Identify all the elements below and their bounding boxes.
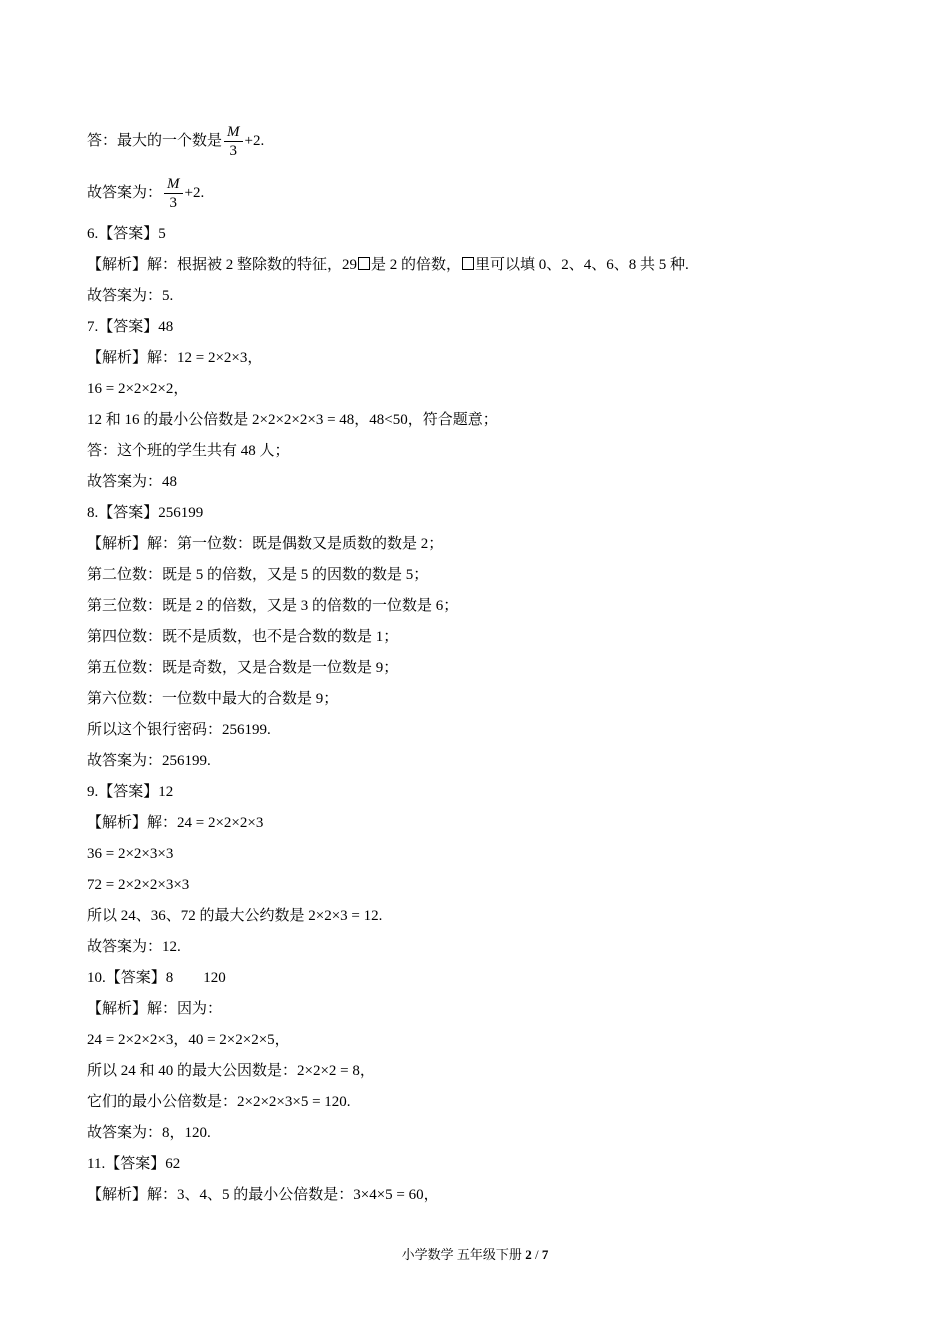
answer-line-30: 所以 24 和 40 的最大公因数是：2×2×2 = 8， <box>87 1063 375 1079</box>
answer-line-22: 【解析】解：24 = 2×2×2×3 <box>87 815 264 831</box>
answer-line-6: 7.【答案】48 <box>87 319 174 335</box>
answer-line-5: 故答案为：5. <box>87 288 174 304</box>
answer-line-3: 6.【答案】5 <box>87 226 166 242</box>
answer-line-34: 【解析】解：3、4、5 的最小公倍数是：3×4×5 = 60， <box>87 1187 439 1203</box>
answer-line-11: 故答案为：48 <box>87 474 178 490</box>
answer-line-26: 故答案为：12. <box>87 939 181 955</box>
line-text: +2. <box>244 133 265 149</box>
answer-line-28: 【解析】解：因为： <box>87 1001 223 1017</box>
answer-line-23: 36 = 2×2×3×3 <box>87 846 174 862</box>
answer-line-2 <box>87 167 867 219</box>
blank-box-icon <box>462 257 474 270</box>
answer-line-18: 第六位数：一位数中最大的合数是 9； <box>87 691 339 707</box>
fraction-denominator: 3 <box>229 142 238 159</box>
answer-line-24: 72 = 2×2×2×3×3 <box>87 877 190 893</box>
answer-line-7: 【解析】解：12 = 2×2×3， <box>87 350 263 366</box>
answer-line-32: 故答案为：8，120. <box>87 1125 211 1141</box>
line-text: 【解析】解：根据被 2 整除数的特征，29 <box>87 257 358 273</box>
answer-line-21: 9.【答案】12 <box>87 784 174 800</box>
answer-line-13: 【解析】解：第一位数：既是偶数又是质数的数是 2； <box>87 536 444 552</box>
fraction-numerator: M <box>227 123 240 140</box>
footer-subject: 小学数学 五年级下册 <box>401 1247 522 1262</box>
answer-line-29: 24 = 2×2×2×3，40 = 2×2×2×5， <box>87 1032 290 1048</box>
line-text: 答：最大的一个数是 <box>87 133 223 149</box>
answer-line-27: 10.【答案】8 120 <box>87 970 226 986</box>
answer-line-8: 16 = 2×2×2×2， <box>87 381 189 397</box>
answer-line-9: 12 和 16 的最小公倍数是 2×2×2×2×3 = 48，48<50，符合题意； <box>87 412 498 428</box>
answer-line-4 <box>87 250 867 281</box>
line-text: 里可以填 0、2、4、6、8 共 5 种. <box>475 257 689 273</box>
answer-line-25: 所以 24、36、72 的最大公约数是 2×2×3 = 12. <box>87 908 383 924</box>
answer-line-1 <box>87 115 867 167</box>
page-footer <box>0 1244 950 1263</box>
answer-content <box>87 115 867 1211</box>
footer-page-total: 7 <box>541 1247 549 1262</box>
footer-separator: / <box>534 1247 539 1262</box>
answer-line-31: 它们的最小公倍数是：2×2×2×3×5 = 120. <box>87 1094 351 1110</box>
answer-line-20: 故答案为：256199. <box>87 753 211 769</box>
answer-line-14: 第二位数：既是 5 的倍数，又是 5 的因数的数是 5； <box>87 567 429 583</box>
fraction-numerator: M <box>167 175 180 192</box>
answer-line-15: 第三位数：既是 2 的倍数，又是 3 的倍数的一位数是 6； <box>87 598 459 614</box>
footer-page-number: 2 <box>525 1247 532 1262</box>
fraction-denominator: 3 <box>169 194 178 211</box>
fraction <box>224 125 243 159</box>
line-text: 是 2 的倍数， <box>371 257 462 273</box>
answer-line-10: 答：这个班的学生共有 48 人； <box>87 443 290 459</box>
answer-line-12: 8.【答案】256199 <box>87 505 204 521</box>
answer-line-33: 11.【答案】62 <box>87 1156 181 1172</box>
line-text: 故答案为： <box>87 185 163 201</box>
blank-box-icon <box>358 257 370 270</box>
answer-line-19: 所以这个银行密码：256199. <box>87 722 271 738</box>
answer-line-16: 第四位数：既不是质数，也不是合数的数是 1； <box>87 629 399 645</box>
line-text: +2. <box>184 185 205 201</box>
fraction <box>164 177 183 211</box>
answer-line-17: 第五位数：既是奇数，又是合数是一位数是 9； <box>87 660 399 676</box>
